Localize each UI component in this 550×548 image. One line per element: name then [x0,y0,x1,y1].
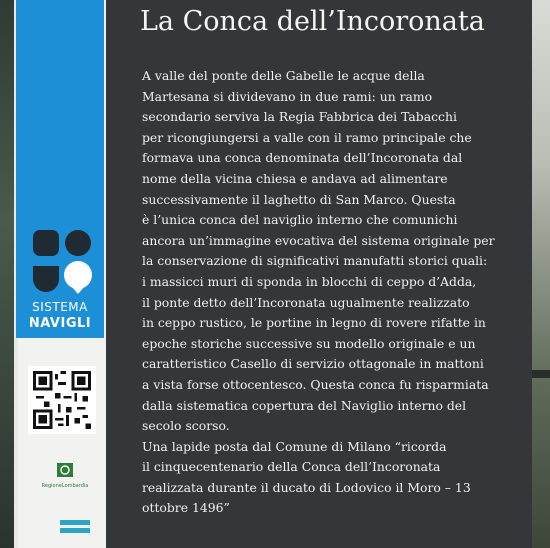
body-line: ancora un’immagine evocativa del sistema originale per [142,232,495,248]
body-line: ottobre 1496” [142,500,230,516]
body-line: dalla sistematica copertura del Naviglio interno del [142,397,467,413]
body-line: secolo scorso. [142,418,230,434]
body-line: a vista forse ottocentesco. Questa conca fu risparmiata [142,376,489,392]
body-line: in ceppo rustico, le portine in legno di rovere rifatte in [142,315,486,331]
body-line: è l’unica conca del naviglio interno che comunichi [142,212,458,228]
body-line: Una lapide posta dal Comune di Milano “ricorda [142,438,447,454]
body-line: secondario serviva la Regia Fabbrica dei Tabacchi [142,109,457,125]
body-line: successivamente il laghetto di San Marco. Questa [142,191,456,207]
body-line: epoche storiche successive su modello originale e un [142,335,476,351]
body-line: formava una conca denominata dell’Incoronata dal [142,150,463,166]
body-line: Martesana si dividevano in due rami: un ramo [142,88,433,104]
sign-title: La Conca dell’Incoronata [140,6,485,37]
partner-logo-stripe [60,520,90,525]
body-line: per ricongiungersi a valle con il ramo principale che [142,129,472,145]
body-line: caratteristico Casello di servizio ottagonale in mattoni [142,356,484,372]
brand-line-2: NAVIGLI [28,316,92,331]
body-line: il cinquecentenario della Conca dell’Incoronata [142,459,441,475]
sign-body [142,66,507,519]
body-line: la conservazione di significativi manufatti storici quali: [142,253,488,269]
qr-code-icon [33,371,91,429]
region-name: RegioneLombardia [41,483,89,489]
region-rose-icon [57,463,73,477]
body-line: i massicci muri di sponda in blocchi di ceppo d’Adda, [142,273,477,289]
body-line: A valle del ponte delle Gabelle le acque della [142,68,425,83]
body-line: realizzata durante il ducato di Lodovico il Moro – 13 [142,479,471,495]
sistema-navigli-logo-icon [32,228,94,294]
region-lombardia-logo [30,462,100,489]
body-line: nome della vicina chiesa e andava ad alimentare [142,170,448,186]
background-foliage-left [0,0,14,548]
brand-line-1: SISTEMA [32,300,88,314]
body-line: il ponte detto dell’Incoronata ugualmente realizzato [142,294,470,310]
partner-logo-stripe [60,528,90,533]
